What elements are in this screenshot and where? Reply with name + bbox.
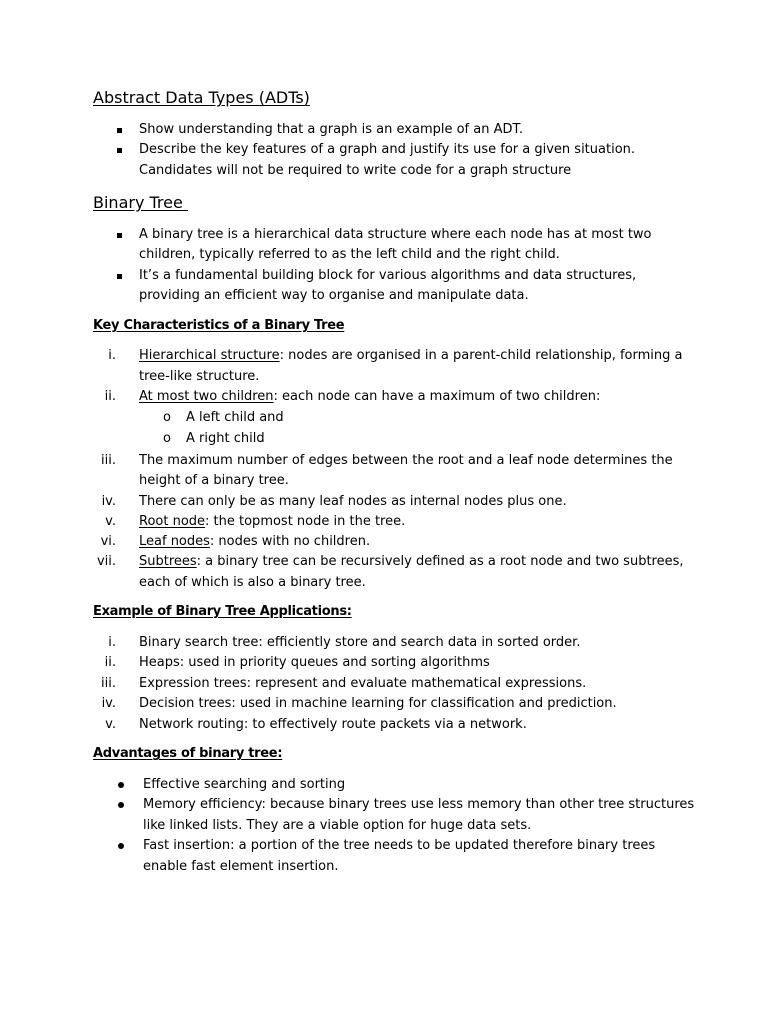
heading-adt: Abstract Data Types (ADTs) — [93, 88, 310, 107]
adt-bullet-2-line-1: Describe the key features of a graph and justify its use for a given situation. — [139, 142, 636, 157]
list-number: iv. — [101, 696, 116, 711]
bt-bullet-2-line-1: It’s a fundamental building block for various algorithms and data structures, — [139, 268, 637, 283]
heading-advantages: Advantages of binary tree: — [93, 746, 283, 761]
advantage-3-line-1: Fast insertion: a portion of the tree needs to be updated therefore binary trees — [143, 838, 656, 853]
key-term: Subtrees — [139, 554, 197, 569]
key-item-5-line-1: Root node: the topmost node in the tree. — [139, 514, 406, 529]
bt-bullet-1-line-2: children, typically referred to as the left child and the right child. — [139, 247, 560, 262]
list-number: vii. — [96, 554, 116, 569]
list-number: vi. — [100, 534, 116, 549]
list-number: v. — [105, 717, 116, 732]
advantage-2-line-2: like linked lists. They are a viable option for huge data sets. — [143, 818, 532, 833]
list-number: ii. — [104, 655, 116, 670]
key-item-6-line-1: Leaf nodes: nodes with no children. — [139, 534, 371, 549]
heading-binary-tree: Binary Tree — [93, 193, 183, 212]
adt-bullet-2-line-2: Candidates will not be required to write code for a graph structure — [139, 163, 572, 178]
key-item-7-line-1: Subtrees: a binary tree can be recursively defined as a root node and two subtrees, — [139, 554, 684, 569]
round-bullet-icon — [118, 782, 124, 788]
key-term: Root node — [139, 514, 206, 529]
sub-item-1: A left child and — [186, 410, 284, 425]
advantage-2-line-1: Memory efficiency: because binary trees use less memory than other tree structures — [143, 797, 695, 812]
key-item-2-line-1: At most two children: each node can have a maximum of two children: — [139, 389, 601, 404]
key-item-4-line-1: There can only be as many leaf nodes as internal nodes plus one. — [139, 494, 567, 509]
example-item-5: Network routing: to effectively route packets via a network. — [139, 717, 527, 732]
example-item-1: Binary search tree: efficiently store and search data in sorted order. — [139, 635, 581, 650]
square-bullet-icon — [117, 233, 122, 238]
advantage-3-line-2: enable fast element insertion. — [143, 859, 339, 874]
list-number: ii. — [104, 389, 116, 404]
adt-bullet-1-line-1: Show understanding that a graph is an example of an ADT. — [139, 122, 524, 137]
key-term: Leaf nodes — [139, 534, 210, 549]
list-number: i. — [108, 635, 116, 650]
list-number: iv. — [101, 494, 116, 509]
list-number: v. — [105, 514, 116, 529]
key-term: At most two children — [139, 389, 274, 404]
advantage-1-line-1: Effective searching and sorting — [143, 777, 346, 792]
heading-key-characteristics: Key Characteristics of a Binary Tree — [93, 318, 345, 333]
circle-bullet-icon: o — [163, 431, 171, 446]
bt-bullet-2-line-2: providing an efficient way to organise and manipulate data. — [139, 288, 529, 303]
heading-examples: Example of Binary Tree Applications: — [93, 604, 352, 619]
list-number: i. — [108, 348, 116, 363]
key-item-3-line-1: The maximum number of edges between the root and a leaf node determines the — [139, 453, 673, 468]
key-item-1-line-2: tree-like structure. — [139, 369, 260, 384]
sub-item-2: A right child — [186, 431, 265, 446]
key-item-7-line-2: each of which is also a binary tree. — [139, 575, 366, 590]
example-item-4: Decision trees: used in machine learning for classification and prediction. — [139, 696, 617, 711]
square-bullet-icon — [117, 128, 122, 133]
square-bullet-icon — [117, 148, 122, 153]
example-item-2: Heaps: used in priority queues and sorting algorithms — [139, 655, 490, 670]
square-bullet-icon — [117, 274, 122, 279]
list-number: iii. — [101, 676, 116, 691]
circle-bullet-icon: o — [163, 410, 171, 425]
example-item-3: Expression trees: represent and evaluate mathematical expressions. — [139, 676, 587, 691]
round-bullet-icon — [118, 843, 124, 849]
bt-bullet-1-line-1: A binary tree is a hierarchical data structure where each node has at most two — [139, 227, 652, 242]
list-number: iii. — [101, 453, 116, 468]
key-term: Hierarchical structure — [139, 348, 280, 363]
key-item-1-line-1: Hierarchical structure: nodes are organised in a parent-child relationship, forming a — [139, 348, 683, 363]
key-item-3-line-2: height of a binary tree. — [139, 473, 289, 488]
round-bullet-icon — [118, 802, 124, 808]
